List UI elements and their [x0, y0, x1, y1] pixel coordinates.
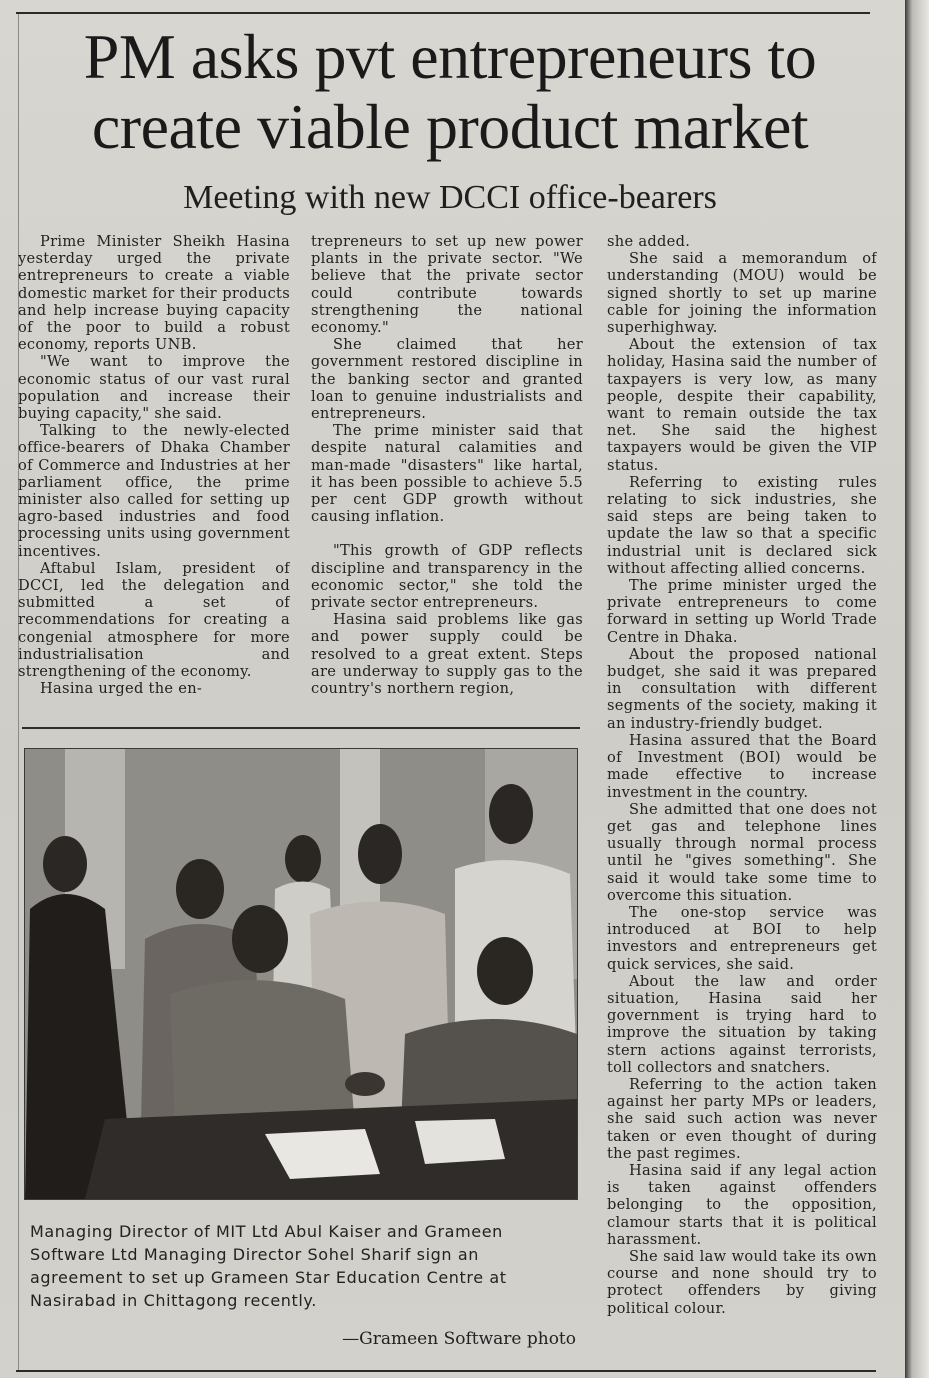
article-column-1: [18, 233, 290, 723]
headline: PM asks pvt entrepreneurs to create viable product market: [83, 21, 817, 162]
paragraph: The prime minister urged the private entrepreneurs to come forward in setting up World Trade Centre in Dhaka.: [607, 577, 877, 646]
article-column-2: [311, 233, 583, 723]
page-edge: [905, 0, 929, 1378]
bottom-rule: [16, 1370, 876, 1372]
paragraph: The one-stop service was introduced at BOI to help investors and entrepreneurs get quick services, she said.: [607, 903, 877, 973]
photo-caption: Managing Director of MIT Ltd Abul Kaiser and Grameen Software Ltd Managing Director Sohel Sharif sign an agreement to set up Grameen Star Education Centre at Nasirabad in Chittagong recently.: [30, 1222, 507, 1310]
paragraph: She claimed that her government restored discipline in the banking sector and granted loan to genuine industrialists and entrepreneurs.: [311, 336, 583, 423]
paragraph: Referring to existing rules relating to sick industries, she said steps are being taken to update the law so that a specific industrial unit is declared sick without affecting allied concerns.: [607, 473, 877, 577]
paragraph: "This growth of GDP reflects discipline and transparency in the economic sector," she told the private sector entrepreneurs.: [311, 542, 583, 612]
paragraph: About the extension of tax holiday, Hasina said the number of taxpayers is very low, as many people, despite their capability, want to remain outside the tax net. She said the highest taxpayers would be given the VIP status.: [607, 336, 877, 474]
paragraph: Hasina assured that the Board of Investment (BOI) would be made effective to increase investment in the country.: [607, 731, 877, 801]
paragraph: Talking to the newly-elected office-bearers of Dhaka Chamber of Commerce and Industries at her parliament office, the prime minister also called for setting up agro-based industries and food processing units using government incentives.: [18, 422, 290, 560]
paragraph: Hasina said problems like gas and power supply could be resolved to a great extent. Steps are underway to supply gas to the country's northern region,: [311, 611, 583, 698]
paragraph: She said law would take its own course and none should try to protect offenders by giving political colour.: [607, 1247, 877, 1317]
paragraph: About the law and order situation, Hasina said her government is trying hard to improve the situation by taking stern actions against terrorists, toll collectors and snatchers.: [607, 972, 877, 1076]
top-rule: [16, 12, 870, 14]
paragraph-gap: [311, 525, 583, 542]
news-photo: [24, 748, 578, 1200]
paragraph: "We want to improve the economic status of our vast rural population and increase their buying capacity," she said.: [18, 353, 290, 423]
paragraph: Referring to the action taken against her party MPs or leaders, she said such action was never taken or even thought of during the past regimes.: [607, 1075, 877, 1162]
photo-credit: —Grameen Software photo: [342, 1329, 576, 1349]
paragraph: She said a memorandum of understanding (MOU) would be signed shortly to set up marine cable for joining the information superhighway.: [607, 250, 877, 337]
photo-illustration: [25, 749, 577, 1199]
photo-top-rule: [22, 727, 580, 729]
paragraph: Aftabul Islam, president of DCCI, led the delegation and submitted a set of recommendations for creating a congenial atmosphere for more industrialisation and strengthening of the economy.: [18, 559, 290, 681]
paragraph: Hasina said if any legal action is taken against offenders belonging to the opposition, clamour starts that it is political harassment.: [607, 1161, 877, 1248]
paragraph: Hasina urged the en-: [40, 680, 203, 698]
paragraph: she added.: [607, 233, 691, 250]
paragraph: Prime Minister Sheikh Hasina yesterday urged the private entrepreneurs to create a viable domestic market for their products and help increase buying capacity of the poor to build a robust economy, reports UNB.: [18, 233, 290, 354]
paragraph: She admitted that one does not get gas and telephone lines usually through normal process until he "gives something". She said it would take some time to overcome this situation.: [607, 800, 877, 904]
paragraph: trepreneurs to set up new power plants in the private sector. "We believe that the private sector could contribute towards strengthening the national economy.": [311, 233, 583, 337]
subheadline: Meeting with new DCCI office-bearers: [183, 179, 717, 216]
paragraph: About the proposed national budget, she said it was prepared in consultation with different segments of the society, making it an industry-friendly budget.: [607, 645, 877, 732]
article-column-3: [607, 233, 877, 1358]
paragraph: The prime minister said that despite natural calamities and man-made "disasters" like hartal, it has been possible to achieve 5.5 per cent GDP growth without causing inflation.: [311, 422, 583, 526]
